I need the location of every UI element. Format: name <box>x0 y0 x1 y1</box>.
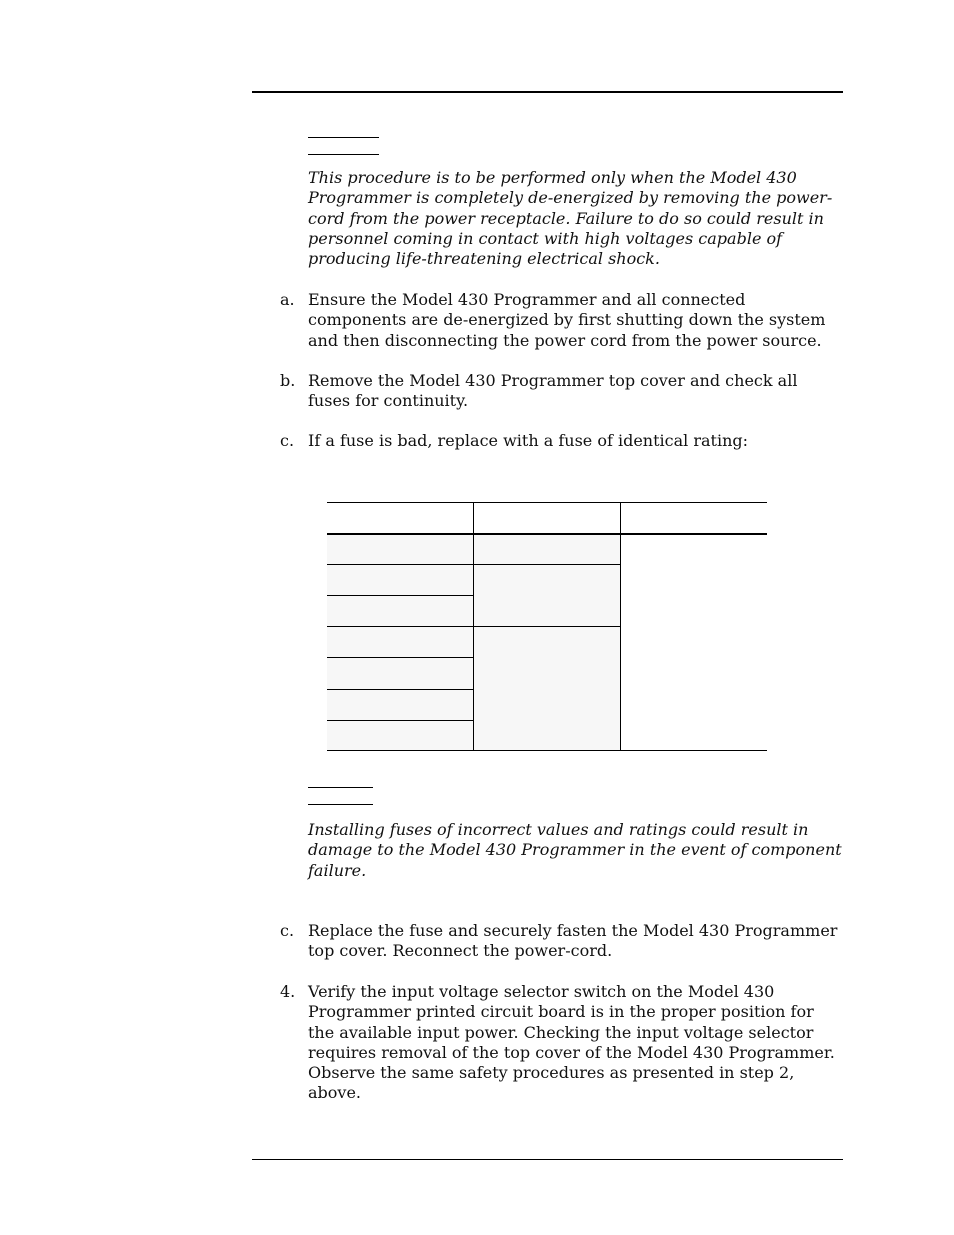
footer-rule <box>252 1159 843 1160</box>
step-text: Ensure the Model 430 Programmer and all connected components are de-energized by first shutting down the system and then disconnecting the power cord from the power source. <box>308 290 826 350</box>
step-text: Remove the Model 430 Programmer top cover and check all fuses for continuity. <box>308 371 798 411</box>
table-top-border <box>327 502 767 503</box>
table-header-border <box>327 533 767 535</box>
table-col1-body <box>327 535 473 751</box>
step-b <box>280 371 843 412</box>
warning-bottom-bar <box>308 154 379 155</box>
warning-bottom-bar <box>308 804 373 805</box>
step-a <box>280 290 843 351</box>
step-marker: 4. <box>280 982 296 1001</box>
warning-text: Installing fuses of incorrect values and ratings could result in damage to the Model 430 Programmer in the event of component failure. <box>308 820 842 880</box>
table-col-divider <box>473 502 474 751</box>
warning-top-bar <box>308 137 379 138</box>
header-rule <box>252 91 843 93</box>
warning-text: This procedure is to be performed only when the Model 430 Programmer is completely de-energized by removing the power-cord from the power receptacle. Failure to do so could result in personnel coming in contact with high voltages capable of producing life-threatening electrical shock. <box>308 168 833 269</box>
step-text: If a fuse is bad, replace with a fuse of identical rating: <box>308 431 749 450</box>
step-c <box>280 431 843 451</box>
step-marker: a. <box>280 290 295 309</box>
step-text: Replace the fuse and securely fasten the Model 430 Programmer top cover. Reconnect the power-cord. <box>308 921 838 961</box>
table-row-line <box>327 720 474 721</box>
table-col2-body <box>474 535 620 751</box>
step-marker: c. <box>280 431 295 450</box>
fuse-table <box>327 502 767 751</box>
step-marker: c. <box>280 921 295 940</box>
table-row-line <box>327 689 474 690</box>
warning-top-bar <box>308 787 373 788</box>
step-text: Verify the input voltage selector switch on the Model 430 Programmer printed circuit board is in the proper position for the available input power. Checking the input voltage selector requires removal of the top cover of the Model 430 Programmer. Observe the same safety procedures as presented in step 2, above. <box>308 982 835 1103</box>
step-4 <box>280 982 843 1104</box>
table-row-line <box>327 595 474 596</box>
step-c-replace <box>280 921 843 962</box>
step-marker: b. <box>280 371 296 390</box>
table-bottom-border <box>327 750 767 751</box>
table-col-divider <box>620 502 621 751</box>
table-row-line <box>327 657 474 658</box>
